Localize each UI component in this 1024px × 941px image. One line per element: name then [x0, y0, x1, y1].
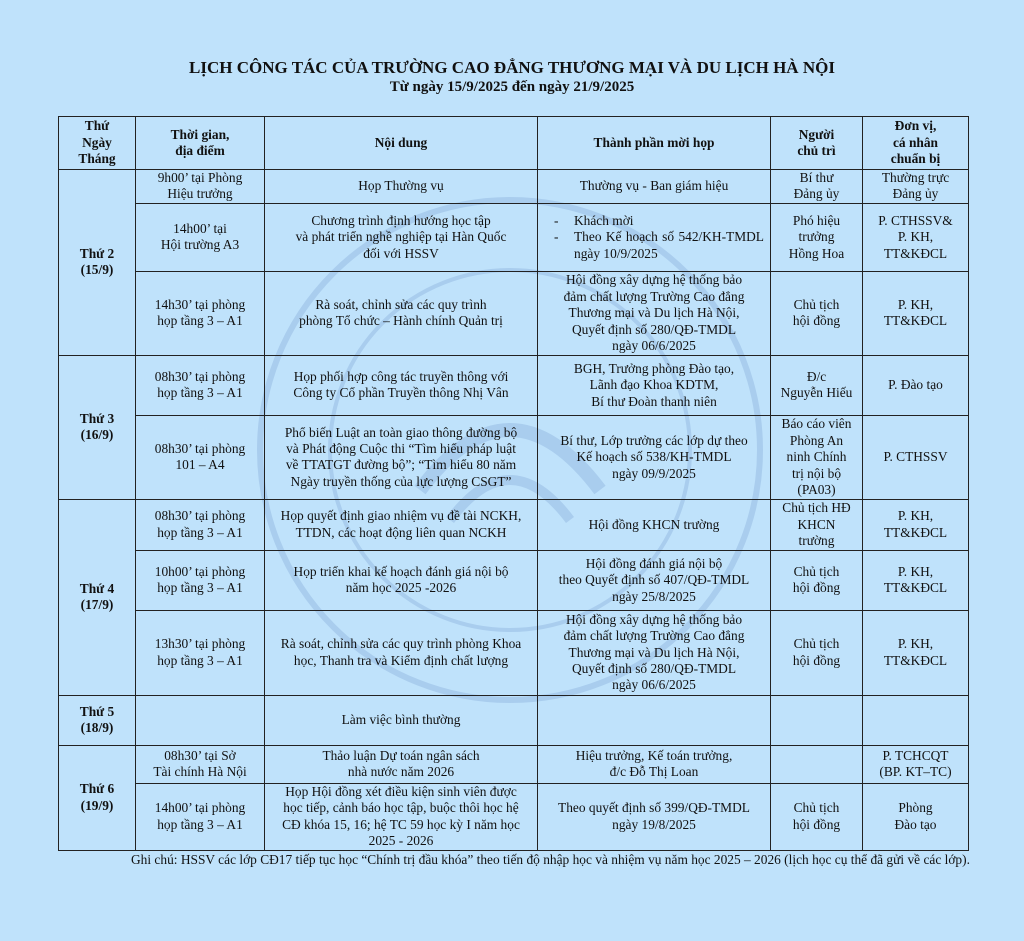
- col-header-time: Thời gian, địa điểm: [136, 117, 265, 170]
- table-row: [59, 783, 969, 850]
- content-cell: Thảo luận Dự toán ngân sách nhà nước năm 2026: [265, 745, 538, 783]
- attendees-cell: Hội đồng xây dựng hệ thống bảo đảm chất lượng Trường Cao đẳng Thương mại và Du lịch Hà Nội, Quyết định số 280/QĐ-TMDL ngày 06/6/2025: [538, 271, 771, 355]
- time-cell: 08h30’ tại phòng họp tầng 3 – A1: [136, 355, 265, 415]
- attendees-cell: [538, 695, 771, 745]
- prep-cell: [863, 695, 969, 745]
- chair-cell: Đ/c Nguyễn Hiếu: [771, 355, 863, 415]
- content-cell: Họp quyết định giao nhiệm vụ đề tài NCKH, TTDN, các hoạt động liên quan NCKH: [265, 499, 538, 550]
- table-row: [59, 695, 969, 745]
- day-cell-monday: Thứ 2 (15/9): [59, 170, 136, 356]
- table-row: [59, 170, 969, 204]
- day-cell-tuesday: Thứ 3 (16/9): [59, 355, 136, 499]
- prep-cell: P. Đào tạo: [863, 355, 969, 415]
- col-header-attendees: Thành phần mời họp: [538, 117, 771, 170]
- time-cell: 08h30’ tại phòng 101 – A4: [136, 415, 265, 499]
- schedule-table: [58, 116, 969, 851]
- chair-cell: Chủ tịch hội đồng: [771, 271, 863, 355]
- document-title: LỊCH CÔNG TÁC CỦA TRƯỜNG CAO ĐẲNG THƯƠNG MẠI VÀ DU LỊCH HÀ NỘI: [189, 58, 835, 77]
- content-cell: Rà soát, chỉnh sửa các quy trình phòng Khoa học, Thanh tra và Kiểm định chất lượng: [265, 610, 538, 695]
- chair-cell: Chủ tịch HĐ KHCN trường: [771, 499, 863, 550]
- time-cell: 14h30’ tại phòng họp tầng 3 – A1: [136, 271, 265, 355]
- col-header-prep: Đơn vị, cá nhân chuẩn bị: [863, 117, 969, 170]
- chair-cell: Phó hiệu trưởng Hồng Hoa: [771, 203, 863, 271]
- attendees-cell: Theo quyết định số 399/QĐ-TMDL ngày 19/8/2025: [538, 783, 771, 850]
- col-header-content: Nội dung: [265, 117, 538, 170]
- table-row: [59, 745, 969, 783]
- content-cell: Rà soát, chỉnh sửa các quy trình phòng Tổ chức – Hành chính Quản trị: [265, 271, 538, 355]
- prep-cell: Phòng Đào tạo: [863, 783, 969, 850]
- list-item: - Khách mời: [552, 213, 764, 229]
- day-cell-wednesday: Thứ 4 (17/9): [59, 499, 136, 695]
- footnote: [116, 851, 996, 869]
- table-header-row: [59, 117, 969, 170]
- time-cell: 14h00’ tại phòng họp tầng 3 – A1: [136, 783, 265, 850]
- table-row: [59, 499, 969, 550]
- table-row: [59, 550, 969, 610]
- table-row: [59, 610, 969, 695]
- prep-cell: P. TCHCQT (BP. KT–TC): [863, 745, 969, 783]
- prep-cell: P. CTHSSV& P. KH, TT&KĐCL: [863, 203, 969, 271]
- table-row: [59, 415, 969, 499]
- attendees-cell: [538, 203, 771, 271]
- attendees-cell: BGH, Trưởng phòng Đào tạo, Lãnh đạo Khoa KDTM, Bí thư Đoàn thanh niên: [538, 355, 771, 415]
- chair-cell: Chủ tịch hội đồng: [771, 783, 863, 850]
- content-cell: Phổ biến Luật an toàn giao thông đường bộ và Phát động Cuộc thi “Tìm hiểu pháp luật về TTATGT đường bộ”; “Tìm hiểu 80 năm Ngày truyền thống của lực lượng CSGT”: [265, 415, 538, 499]
- prep-cell: Thường trực Đảng ủy: [863, 170, 969, 204]
- content-cell: Họp Hội đồng xét điều kiện sinh viên được học tiếp, cảnh báo học tập, buộc thôi học hệ CĐ khóa 15, 16; hệ TC 59 học kỳ I năm học 2025 - 2026: [265, 783, 538, 850]
- chair-cell: Bí thư Đảng ủy: [771, 170, 863, 204]
- prep-cell: P. KH, TT&KĐCL: [863, 271, 969, 355]
- attendees-cell: Hội đồng xây dựng hệ thống bảo đảm chất lượng Trường Cao đẳng Thương mại và Du lịch Hà Nội, Quyết định số 280/QĐ-TMDL ngày 06/6/2025: [538, 610, 771, 695]
- content-cell: Họp phối hợp công tác truyền thông với Công ty Cổ phần Truyền thông Nhị Vân: [265, 355, 538, 415]
- time-cell: 13h30’ tại phòng họp tầng 3 – A1: [136, 610, 265, 695]
- time-cell: [136, 695, 265, 745]
- time-cell: 14h00’ tại Hội trường A3: [136, 203, 265, 271]
- day-cell-friday: Thứ 6 (19/9): [59, 745, 136, 850]
- footnote-text: Ghi chú: HSSV các lớp CĐ17 tiếp tục học “Chính trị đầu khóa” theo tiến độ nhập học và nhiệm vụ năm học 2025 – 2026 (lịch học cụ thể đã gửi về các lớp).: [131, 852, 970, 867]
- time-cell: 08h30’ tại Sở Tài chính Hà Nội: [136, 745, 265, 783]
- day-cell-thursday: Thứ 5 (18/9): [59, 695, 136, 745]
- content-cell: Họp triển khai kế hoạch đánh giá nội bộ năm học 2025 -2026: [265, 550, 538, 610]
- document-subtitle: Từ ngày 15/9/2025 đến ngày 21/9/2025: [389, 79, 635, 95]
- list-item: - Theo Kế hoạch số 542/KH-TMDL ngày 10/9/2025: [552, 229, 764, 262]
- table-row: [59, 271, 969, 355]
- time-cell: 9h00’ tại Phòng Hiệu trưởng: [136, 170, 265, 204]
- attendees-cell: Hội đồng KHCN trường: [538, 499, 771, 550]
- chair-cell: Chủ tịch hội đồng: [771, 610, 863, 695]
- table-row: [59, 203, 969, 271]
- time-cell: 10h00’ tại phòng họp tầng 3 – A1: [136, 550, 265, 610]
- attendees-list: [542, 213, 766, 262]
- attendees-cell: Bí thư, Lớp trưởng các lớp dự theo Kế hoạch số 538/KH-TMDL ngày 09/9/2025: [538, 415, 771, 499]
- prep-cell: P. CTHSSV: [863, 415, 969, 499]
- document-header: [0, 58, 1024, 97]
- col-header-day: Thứ Ngày Tháng: [59, 117, 136, 170]
- table-row: [59, 355, 969, 415]
- prep-cell: P. KH, TT&KĐCL: [863, 610, 969, 695]
- prep-cell: P. KH, TT&KĐCL: [863, 499, 969, 550]
- col-header-chair: Người chủ trì: [771, 117, 863, 170]
- chair-cell: Chủ tịch hội đồng: [771, 550, 863, 610]
- attendees-cell: Hiệu trưởng, Kế toán trưởng, đ/c Đỗ Thị Loan: [538, 745, 771, 783]
- content-cell: Chương trình định hướng học tập và phát triển nghề nghiệp tại Hàn Quốc đối với HSSV: [265, 203, 538, 271]
- time-cell: 08h30’ tại phòng họp tầng 3 – A1: [136, 499, 265, 550]
- attendees-cell: Thường vụ - Ban giám hiệu: [538, 170, 771, 204]
- attendees-cell: Hội đồng đánh giá nội bộ theo Quyết định số 407/QĐ-TMDL ngày 25/8/2025: [538, 550, 771, 610]
- prep-cell: P. KH, TT&KĐCL: [863, 550, 969, 610]
- chair-cell: [771, 695, 863, 745]
- chair-cell: Báo cáo viên Phòng An ninh Chính trị nội bộ (PA03): [771, 415, 863, 499]
- content-cell: Làm việc bình thường: [265, 695, 538, 745]
- content-cell: Họp Thường vụ: [265, 170, 538, 204]
- chair-cell: [771, 745, 863, 783]
